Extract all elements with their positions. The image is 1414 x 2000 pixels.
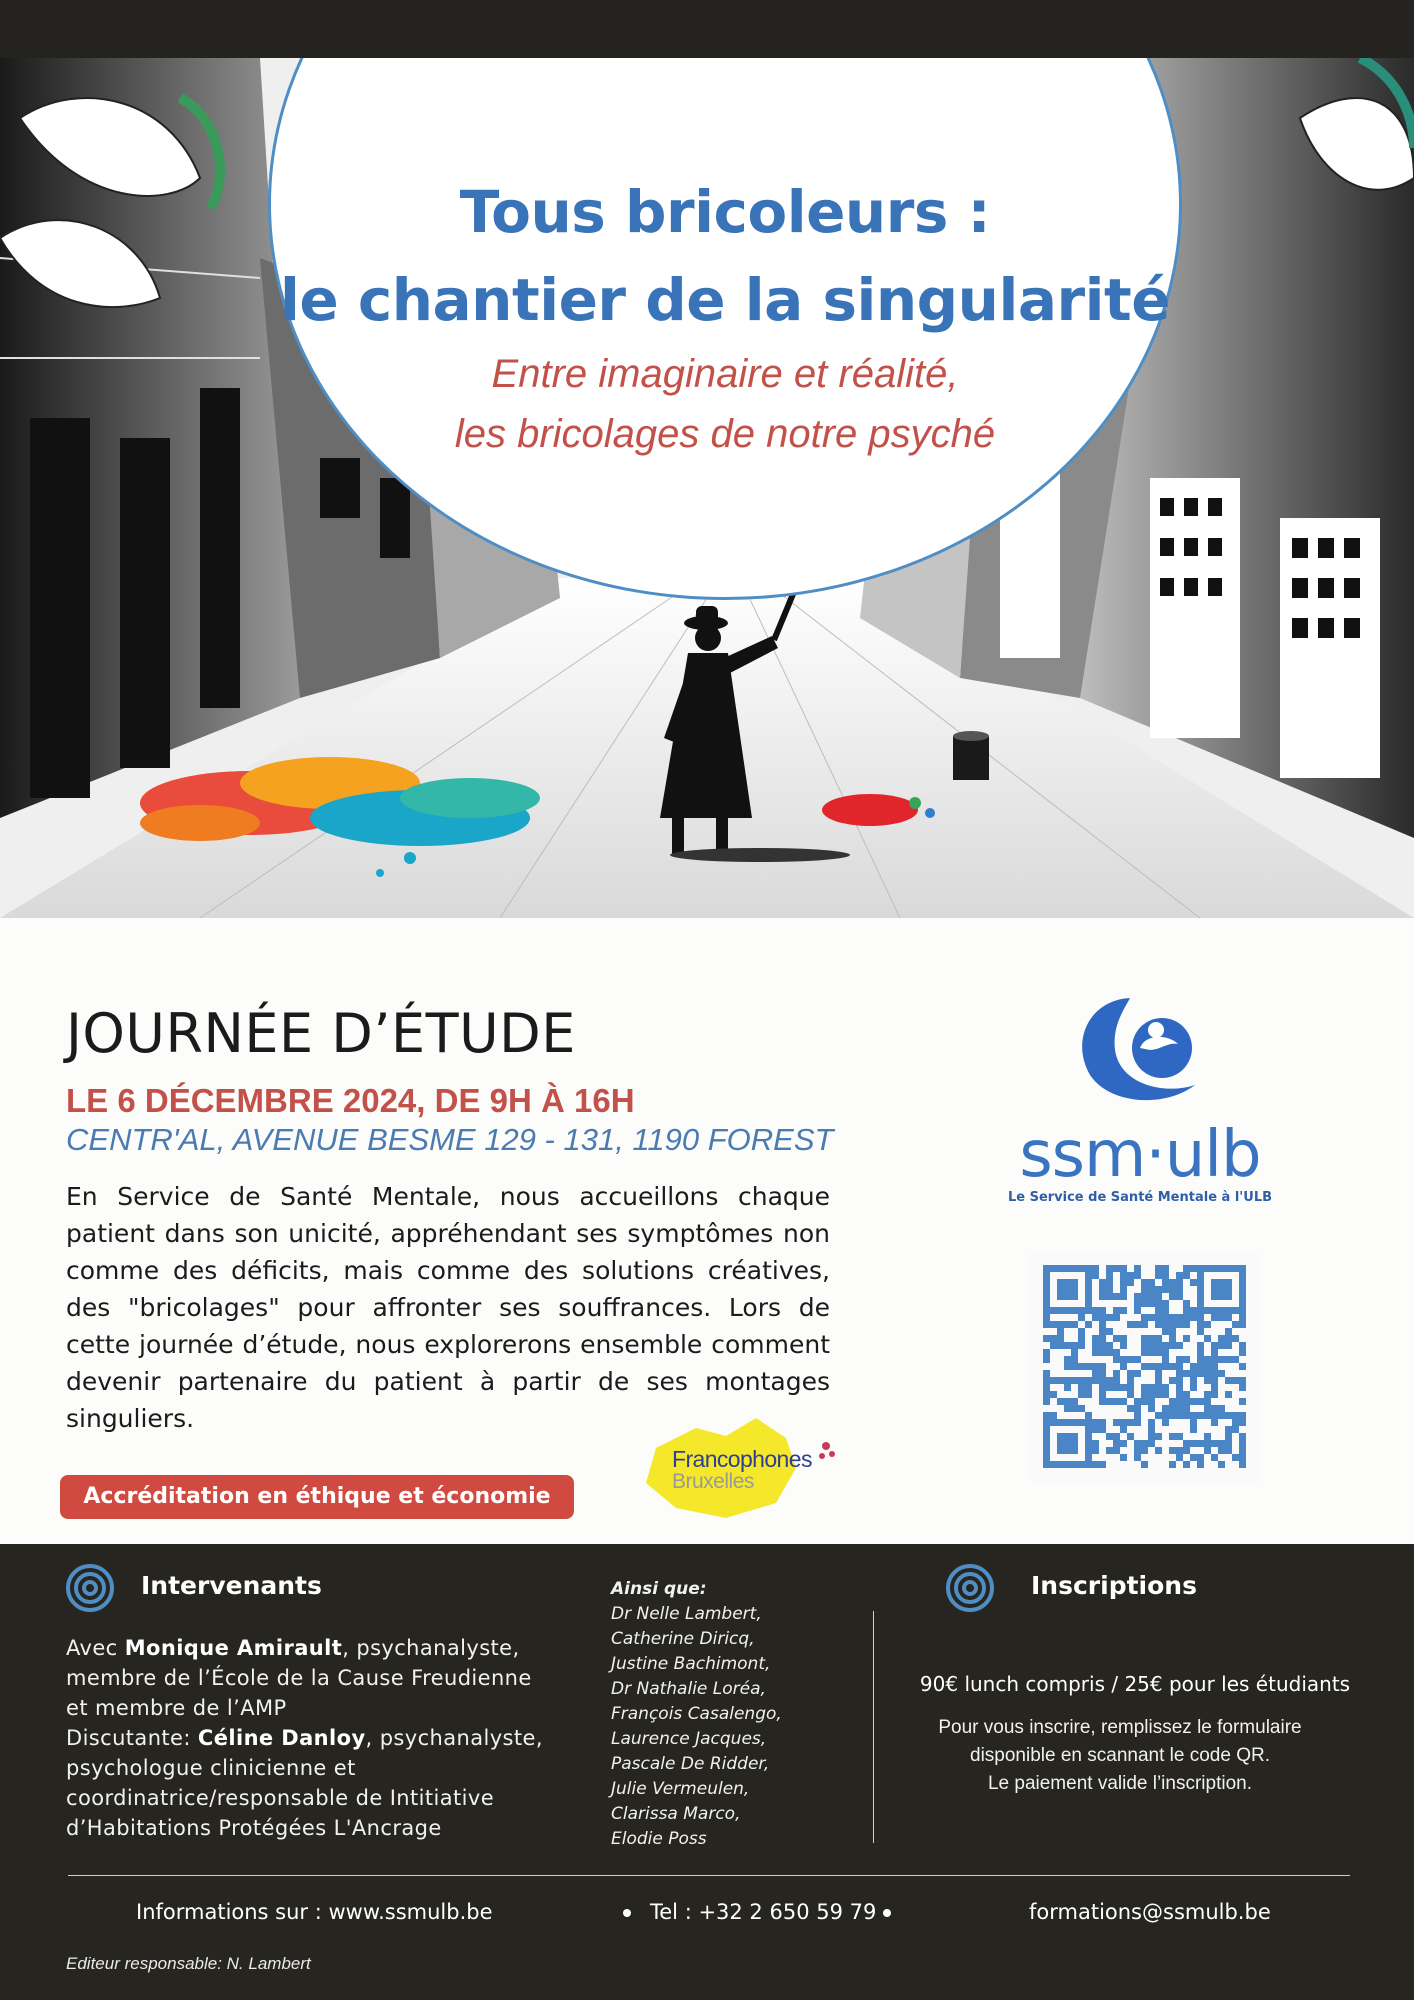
- website-link[interactable]: Informations sur : www.ssmulb.be: [136, 1900, 493, 1924]
- list-item: Justine Bachimont,: [611, 1654, 771, 1674]
- spiral-icon: [946, 1564, 994, 1612]
- event-date: LE 6 DÉCEMBRE 2024, DE 9H À 16H: [66, 1082, 635, 1119]
- registration-instructions: [900, 1714, 1340, 1798]
- list-item: Elodie Poss: [611, 1829, 707, 1849]
- spiral-icon: [66, 1564, 114, 1612]
- phone-number[interactable]: Tel : +32 2 650 59 79: [650, 1900, 877, 1924]
- partner-name-line1: Francophones: [672, 1446, 812, 1472]
- page-title-line1: Tous bricoleurs :: [459, 178, 991, 246]
- list-item: Laurence Jacques,: [611, 1729, 767, 1749]
- discutante-role: , psychanalyste, psychologue clinicienne et coordinatrice/responsable de Intitiative d’Habitations Protégées L'Ancrage: [66, 1726, 543, 1840]
- speakers-heading: Intervenants: [141, 1571, 322, 1600]
- other-speakers: [611, 1577, 782, 1852]
- registration-line3: Le paiement valide l’inscription.: [987, 1773, 1253, 1794]
- list-item: Pascale De Ridder,: [611, 1754, 770, 1774]
- ssm-ulb-symbol-icon: [1070, 990, 1210, 1110]
- list-item: Dr Nelle Lambert,: [611, 1604, 762, 1624]
- event-heading: JOURNÉE D’ÉTUDE: [66, 1002, 576, 1065]
- ssm-ulb-tagline: Le Service de Santé Mentale à l'ULB: [1007, 1190, 1273, 1205]
- email-link[interactable]: formations@ssmulb.be: [1029, 1900, 1271, 1924]
- inscriptions-heading: Inscriptions: [1031, 1571, 1197, 1600]
- event-place: CENTR'AL, AVENUE BESME 129 - 131, 1190 FOREST: [66, 1122, 834, 1157]
- price-info: 90€ lunch compris / 25€ pour les étudiants: [919, 1672, 1351, 1696]
- ssm-ulb-wordmark: ssm·ulb: [1019, 1118, 1261, 1192]
- horizontal-divider: [68, 1875, 1350, 1876]
- list-item: Julie Vermeulen,: [611, 1779, 750, 1799]
- bullet-dot-icon: [623, 1909, 631, 1917]
- title-block: [270, 168, 1180, 464]
- vertical-divider: [873, 1611, 874, 1843]
- registration-qr-code[interactable]: [1030, 1252, 1260, 1482]
- main-speaker-name: Monique Amirault: [124, 1636, 343, 1660]
- bullet-dot-icon: [883, 1909, 891, 1917]
- subtitle-line2: les bricolages de notre psyché: [454, 412, 996, 456]
- list-item: Clarissa Marco,: [611, 1804, 741, 1824]
- page-title-line2: le chantier de la singularité: [279, 266, 1171, 334]
- registration-line2: disponible en scannant le code QR.: [970, 1745, 1270, 1766]
- other-speakers-title: Ainsi que:: [611, 1579, 707, 1599]
- list-item: François Casalengo,: [611, 1704, 782, 1724]
- hero-illustration: [0, 58, 1414, 918]
- qr-code-pattern: [1030, 1252, 1260, 1482]
- subtitle-line1: Entre imaginaire et réalité,: [491, 352, 959, 396]
- avec-label: Avec: [66, 1636, 118, 1660]
- main-speaker-role: , psychanalyste, membre de l’École de la Cause Freudienne et membre de l’AMP: [66, 1636, 532, 1720]
- top-strip: [0, 0, 1414, 58]
- registration-line1: Pour vous inscrire, remplissez le formulaire: [938, 1717, 1302, 1738]
- accreditation-badge: Accréditation en éthique et économie: [60, 1475, 574, 1519]
- footer: [0, 1544, 1414, 2000]
- partner-name-line2: Bruxelles: [672, 1470, 754, 1493]
- publisher-credit: Editeur responsable: N. Lambert: [66, 1954, 311, 1973]
- discutante-label: Discutante:: [66, 1726, 191, 1750]
- speakers-description: [66, 1633, 556, 1843]
- list-item: Catherine Diricq,: [611, 1629, 755, 1649]
- event-description: En Service de Santé Mentale, nous accueillons chaque patient dans son unicité, appréhendant ses symptômes non comme des déficits, mais comme des solutions créatives, des "bricolages" pour affronter ses souffrances. Lors de cette journée d’étude, nous explorerons ensemble comment devenir partenaire du patient à partir de ses montages singuliers.: [66, 1182, 830, 1433]
- discutante-name: Céline Danloy: [197, 1726, 366, 1750]
- list-item: Dr Nathalie Loréa,: [611, 1679, 766, 1699]
